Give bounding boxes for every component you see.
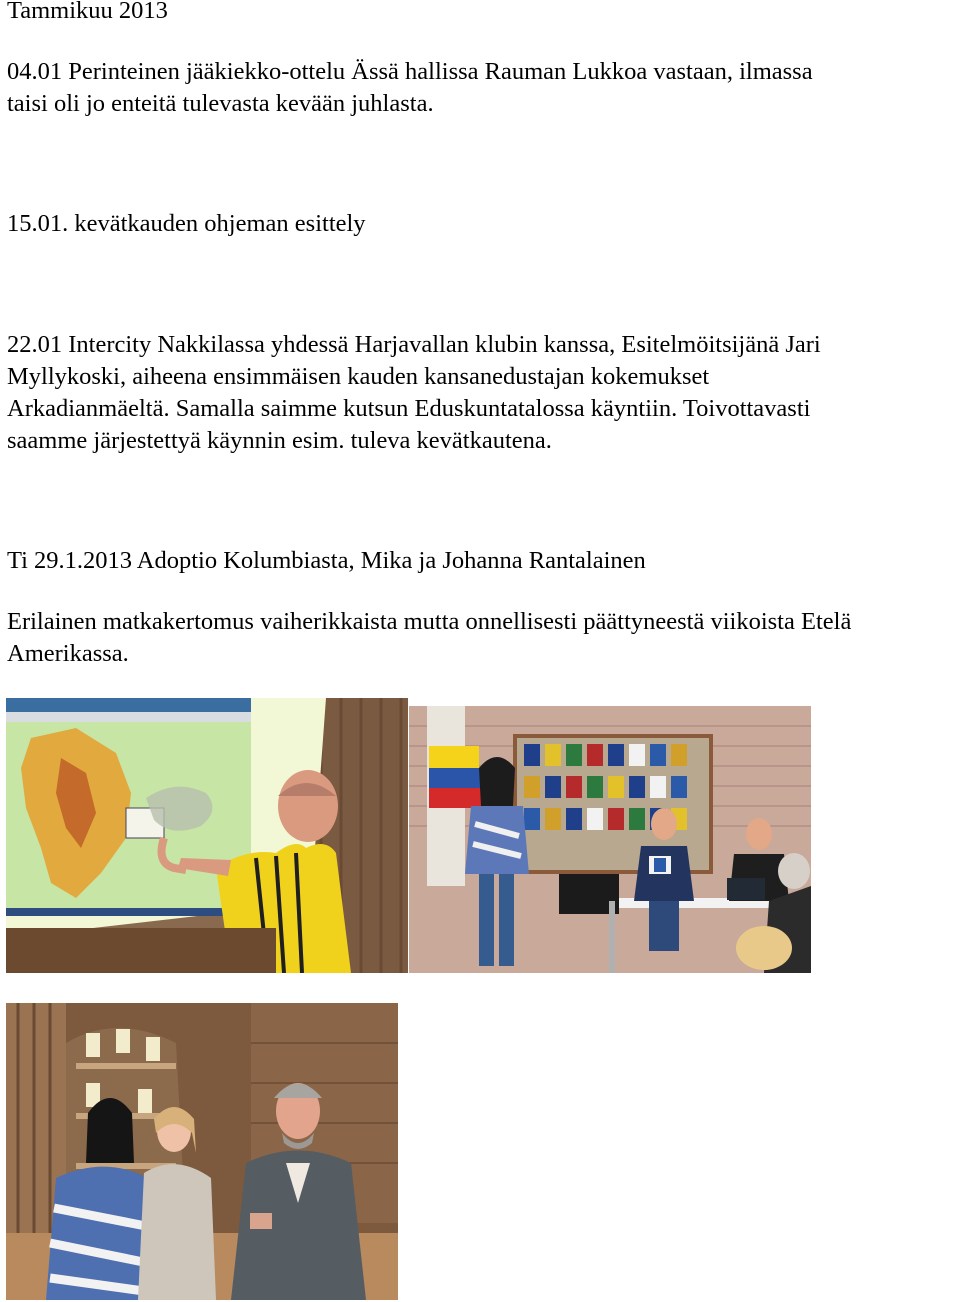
speakers-photo-image (409, 706, 811, 973)
entry-line: Amerikassa. (7, 640, 129, 667)
entry-intercity (7, 329, 821, 457)
entry-line: Erilainen matkakertomus vaiherikkaista mutta onnellisesti päättyneestä viikoista Etelä (7, 608, 852, 635)
entry-line: Myllykoski, aiheena ensimmäisen kauden kansanedustajan kokemukset (7, 363, 710, 390)
entry-spring-program (7, 208, 366, 240)
entry-line: 04.01 Perinteinen jääkiekko-ottelu Ässä hallissa Rauman Lukkoa vastaan, ilmassa (7, 58, 813, 85)
entry-travel-story (7, 606, 851, 670)
three-people-photo-image (6, 1003, 398, 1300)
month-heading: Tammikuu 2013 (7, 0, 168, 24)
entry-line: 15.01. kevätkauden ohjeman esittely (7, 210, 366, 237)
three-people-talking-photo (6, 1003, 398, 1300)
speakers-at-table-with-flags-photo (409, 706, 811, 973)
entry-line: taisi oli jo enteitä tulevasta kevään juhlasta. (7, 90, 434, 117)
presenter-at-colombia-map-photo (6, 698, 408, 973)
presenter-photo-image (6, 698, 408, 973)
entry-line: saamme järjestettyä käynnin esim. tuleva kevätkautena. (7, 427, 552, 454)
entry-adoption (7, 545, 646, 577)
entry-line: Ti 29.1.2013 Adoptio Kolumbiasta, Mika ja Johanna Rantalainen (7, 547, 646, 574)
entry-hockey-match (7, 56, 813, 120)
entry-line: Arkadianmäeltä. Samalla saimme kutsun Eduskuntatalossa käyntiin. Toivottavasti (7, 395, 811, 422)
entry-line: 22.01 Intercity Nakkilassa yhdessä Harjavallan klubin kanssa, Esitelmöitsijänä Jari (7, 331, 821, 358)
